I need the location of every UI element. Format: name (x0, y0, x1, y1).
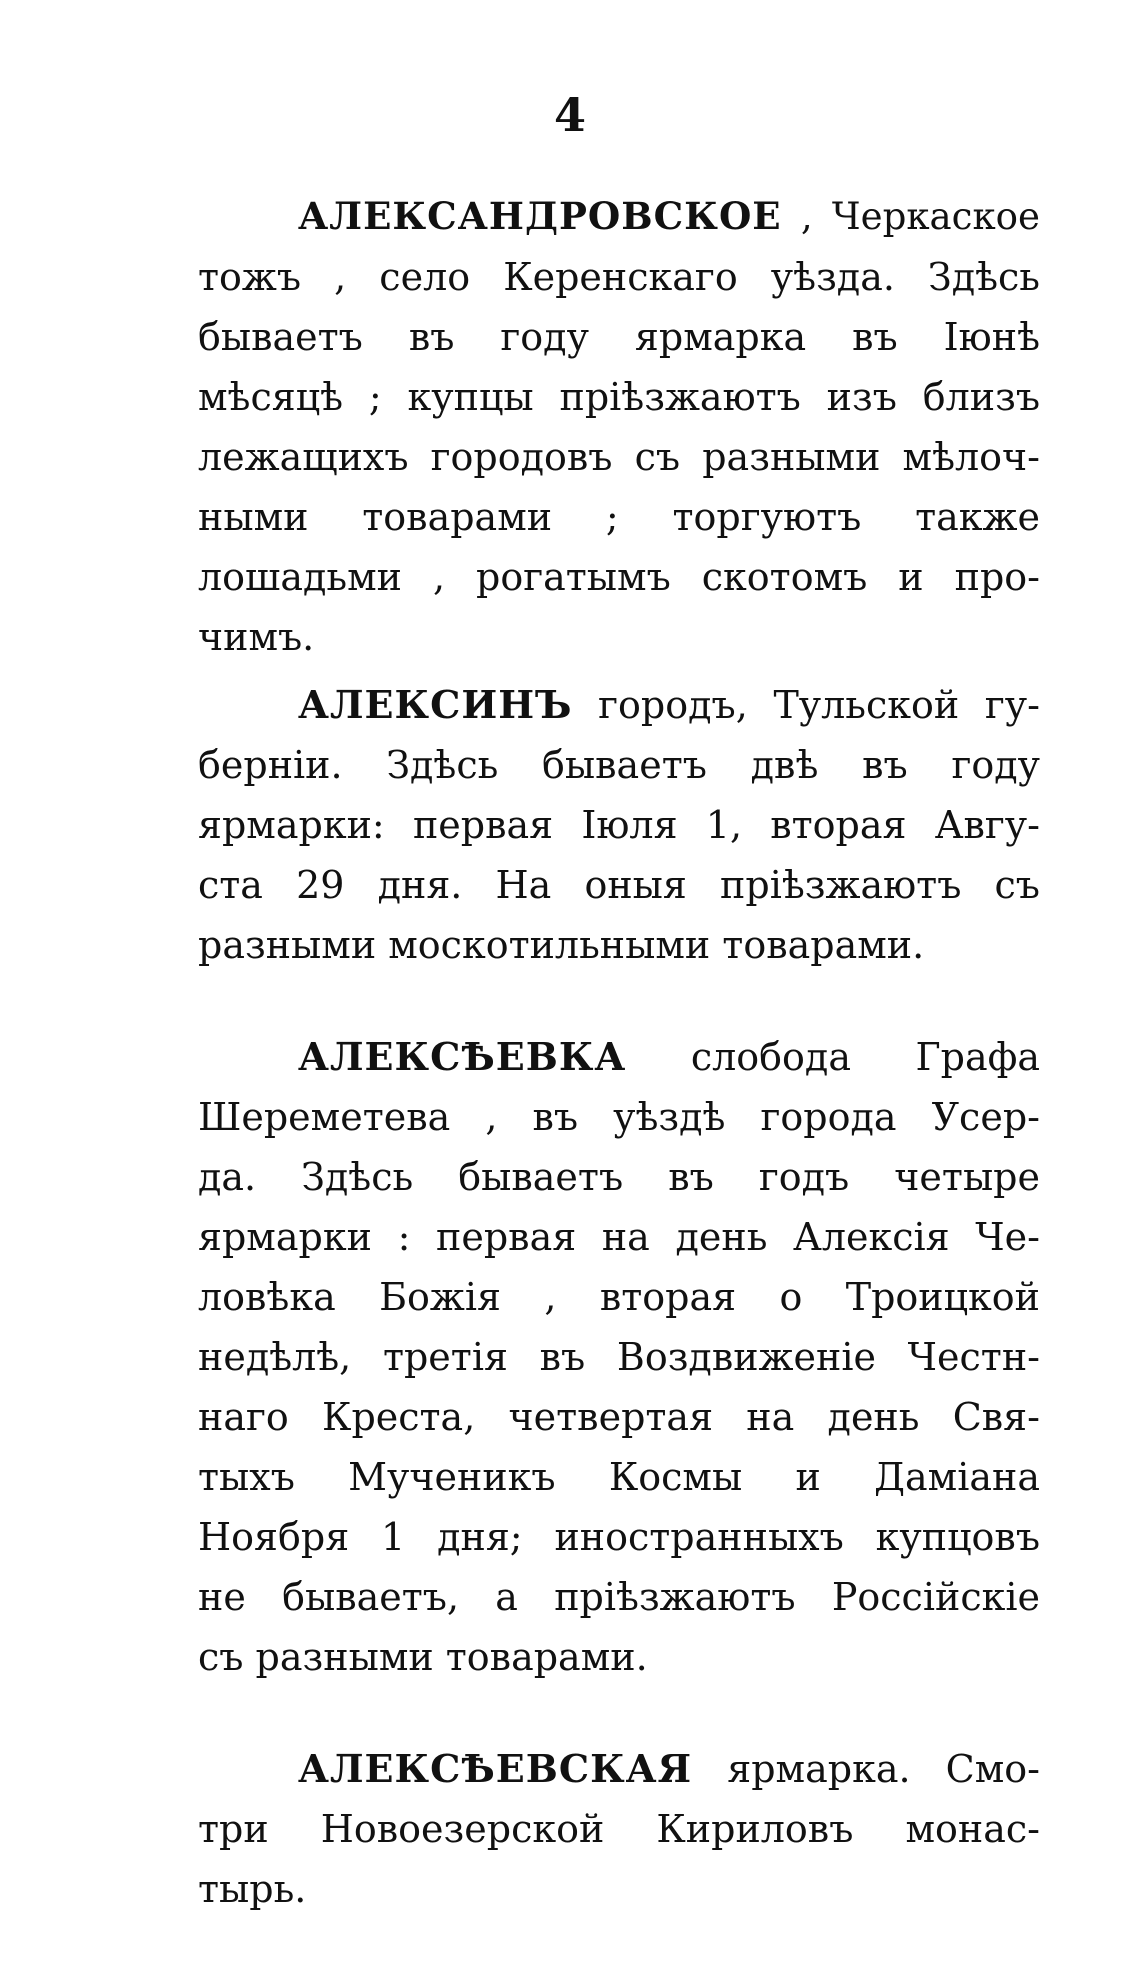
entry-line: тыхъ Мученикъ Космы и Даміана (198, 1455, 1040, 1499)
entry-line: бываетъ въ году ярмарка въ Іюнѣ (198, 315, 1040, 359)
entry-line: АЛЕКСАНДРОВСКОЕ , Черкаское (298, 194, 1040, 238)
spacer (198, 667, 1040, 675)
entry-line: Ноября 1 дня; иностранныхъ купцовъ (198, 1515, 1040, 1559)
entry-alekseevka (198, 1027, 1040, 1687)
entry-aleksin (198, 675, 1040, 975)
entry-list (198, 186, 1040, 1919)
entry-line: тожъ , село Керенскаго уѣзда. Здѣсь (198, 255, 1040, 299)
entry-line: три Новоезерской Кириловъ монас- (198, 1807, 1040, 1851)
entry-alekseevskaya (198, 1739, 1040, 1919)
entry-line: разными москотильными товарами. (198, 923, 925, 967)
entry-line: АЛЕКСѢЕВКА слобода Графа (298, 1034, 1040, 1079)
entry-line: наго Креста, четвертая на день Свя- (198, 1395, 1040, 1439)
entry-headword: АЛЕКСѢЕВСКАЯ (298, 1746, 693, 1791)
entry-line: чимъ. (198, 615, 315, 659)
entry-line: ными товарами ; торгуютъ также (198, 495, 1040, 539)
entry-line: АЛЕКСѢЕВСКАЯ ярмарка. Смо- (298, 1746, 1040, 1791)
entry-line: тырь. (198, 1867, 307, 1911)
page-number: 4 (553, 88, 586, 142)
entry-line: ловѣка Божія , вторая о Троицкой (198, 1275, 1040, 1319)
entry-line: лошадьми , рогатымъ скотомъ и про- (198, 555, 1040, 599)
spacer (198, 1687, 1040, 1739)
entry-headword: АЛЕКСИНЪ (298, 682, 573, 727)
entry-line: АЛЕКСИНЪ городъ, Тульской гу- (298, 682, 1040, 727)
entry-line: ярмарки : первая на день Алексія Че- (198, 1215, 1040, 1259)
spacer (198, 975, 1040, 1027)
entry-line: не бываетъ, а пріѣзжаютъ Россійскіе (198, 1575, 1040, 1619)
entry-line: мѣсяцѣ ; купцы пріѣзжаютъ изъ близъ (198, 375, 1040, 419)
entry-line: съ разными товарами. (198, 1635, 648, 1679)
entry-line: берніи. Здѣсь бываетъ двѣ въ году (198, 743, 1040, 787)
entry-line: лежащихъ городовъ съ разными мѣлоч- (198, 435, 1040, 479)
entry-line: недѣлѣ, третія въ Воздвиженіе Честн- (198, 1335, 1040, 1379)
entry-line: ста 29 дня. На оныя пріѣзжаютъ съ (198, 863, 1040, 907)
entry-headword: АЛЕКСѢЕВКА (298, 1034, 627, 1079)
entry-aleksandrovskoe (198, 186, 1040, 667)
entry-headword: АЛЕКСАНДРОВСКОЕ (298, 194, 782, 238)
entry-line: Шереметева , въ уѣздѣ города Усер- (198, 1095, 1040, 1139)
entry-line: да. Здѣсь бываетъ въ годъ четыре (198, 1155, 1040, 1199)
entry-line: ярмарки: первая Іюля 1, вторая Авгу- (198, 803, 1040, 847)
